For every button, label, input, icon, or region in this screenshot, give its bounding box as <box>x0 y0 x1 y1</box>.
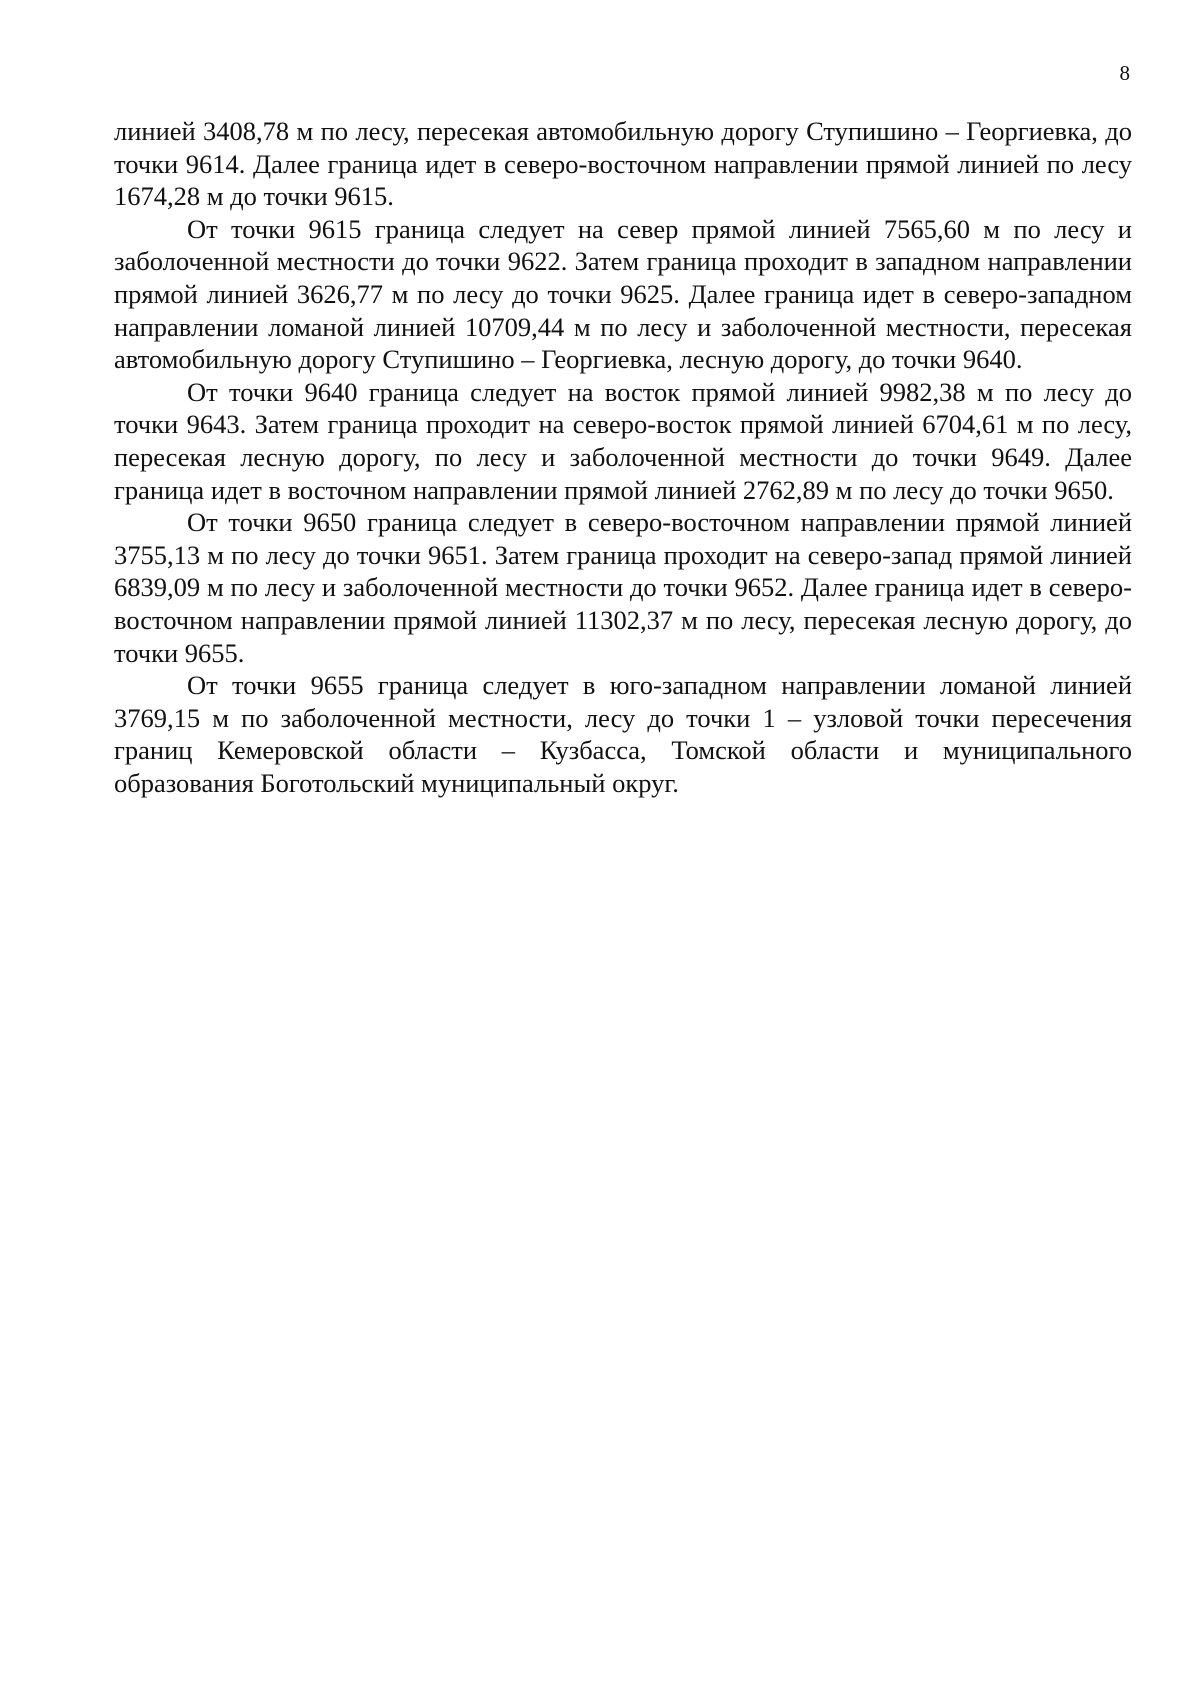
paragraph: От точки 9655 граница следует в юго-западном направлении ломаной линией 3769,15 м по заболоченной местности, лесу до точки 1 – узловой точки пересечения границ Кемеровской области – Кузбасса, Томской области и муниципального образования Боготольский муниципальный округ. <box>114 670 1132 798</box>
paragraph: От точки 9615 граница следует на север прямой линией 7565,60 м по лесу и заболоченной местности до точки 9622. Затем граница проходит в западном направлении прямой линией 3626,77 м по лесу до точки 9625. Далее граница идет в северо-западном направлении ломаной линией 10709,44 м по лесу и заболоченной местности, пересекая автомобильную дорогу Ступишино – Георгиевка, лесную дорогу, до точки 9640. <box>114 213 1132 375</box>
page-number: 8 <box>1119 61 1130 85</box>
paragraph-continuation: линией 3408,78 м по лесу, пересекая автомобильную дорогу Ступишино – Георгиевка, до точки 9614. Далее граница идет в северо-восточном направлении прямой линией по лесу 1674,28 м до точки 9615. <box>114 116 1132 212</box>
paragraph: От точки 9640 граница следует на восток прямой линией 9982,38 м по лесу до точки 9643. Затем граница проходит на северо-восток прямой линией 6704,61 м по лесу, пересекая лесную дорогу, по лесу и заболоченной местности до точки 9649. Далее граница идет в восточном направлении прямой линией 2762,89 м по лесу до точки 9650. <box>114 376 1132 505</box>
paragraph: От точки 9650 граница следует в северо-восточном направлении прямой линией 3755,13 м по лесу до точки 9651. Затем граница проходит на северо-запад прямой линией 6839,09 м по лесу и заболоченной местности до точки 9652. Далее граница идет в северо-восточном направлении прямой линией 11302,37 м по лесу, пересекая лесную дорогу, до точки 9655. <box>114 507 1132 668</box>
document-body <box>114 115 1132 799</box>
